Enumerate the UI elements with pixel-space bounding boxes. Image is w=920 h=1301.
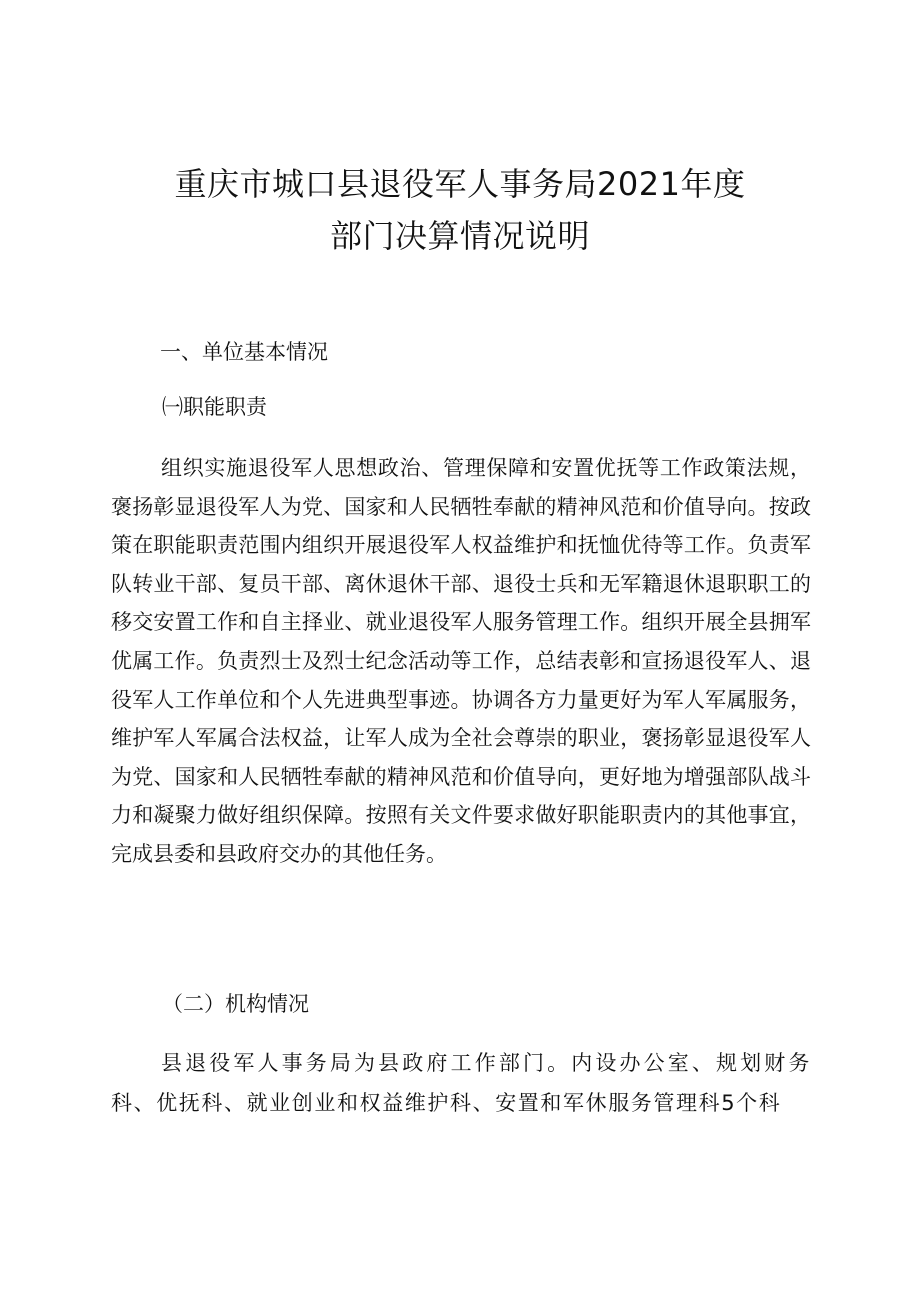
duties-paragraph: 组织实施退役军人思想政治、管理保障和安置优抚等工作政策法规，褒扬彰显退役军人为党、国家和人民牺牲奉献的精神风范和价值导向。按政策在职能职责范围内组织开展退役军人权益维护和抚恤优待等工作。负责军队转业干部、复员干部、离休退休干部、退役士兵和无军籍退休退职职工的移交安置工作和自主择业、就业退役军人服务管理工作。组织开展全县拥军优属工作。负责烈士及烈士纪念活动等工作，总结表彰和宣扬退役军人、退役军人工作单位和个人先进典型事迹。协调各方力量更好为军人军属服务，维护军人军属合法权益，让军人成为全社会尊崇的职业，褒扬彰显退役军人为党、国家和人民牺牲奉献的精神风范和价值导向，更好地为增强部队战斗力和凝聚力做好组织保障。按照有关文件要求做好职能职责内的其他事宜，完成县委和县政府交办的其他任务。 <box>111 456 811 866</box>
document-title-line-1: 重庆市城口县退役军人事务局2021年度 <box>174 165 746 203</box>
section-heading-basic-info: 一、单位基本情况 <box>160 340 328 364</box>
document-title-line-2: 部门决算情况说明 <box>329 217 590 255</box>
subsection-heading-duties: ㈠职能职责 <box>162 395 267 419</box>
organization-paragraph: 县退役军人事务局为县政府工作部门。内设办公室、规划财务科、优抚科、就业创业和权益维护科、安置和军休服务管理科5个科 <box>111 1051 811 1115</box>
subsection-heading-organization: （二）机构情况 <box>162 992 309 1016</box>
